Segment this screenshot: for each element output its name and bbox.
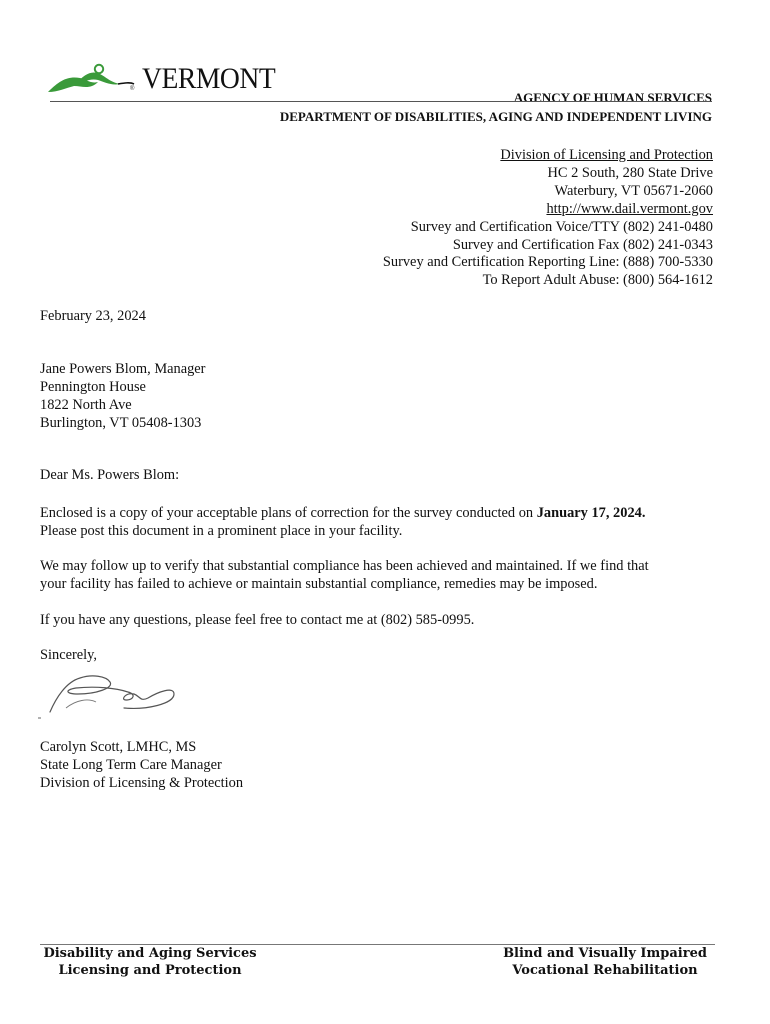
- signer-title: State Long Term Care Manager: [40, 756, 222, 773]
- letterhead-rule: [50, 101, 712, 102]
- vermont-logo: [46, 60, 286, 102]
- recipient-facility: Pennington House: [40, 378, 146, 395]
- department-heading: DEPARTMENT OF DISABILITIES, AGING AND INDEPENDENT LIVING: [279, 109, 712, 124]
- division-name: Division of Licensing and Protection: [500, 147, 713, 163]
- agency-heading: AGENCY OF HUMAN SERVICES: [513, 90, 712, 105]
- signature-image: [36, 668, 181, 724]
- reporting-line: Survey and Certification Reporting Line: (888) 700-5330: [382, 254, 713, 271]
- paragraph-3: If you have any questions, please feel free to contact me at (802) 585-0995.: [40, 612, 475, 628]
- paragraph-2-line-2: your facility has failed to achieve or maintain substantial compliance, remedies may be imposed.: [40, 575, 598, 592]
- footer-right-line-1: Blind and Visually Impaired: [503, 946, 707, 961]
- mountain-logo-icon: [46, 60, 146, 102]
- address-line-1: HC 2 South, 280 State Drive: [547, 164, 713, 181]
- handwritten-signature-icon: [36, 668, 181, 724]
- paragraph-1-text: Enclosed is a copy of your acceptable plans of correction for the survey conducted on: [40, 505, 537, 521]
- footer-left-line-1: Disability and Aging Services: [43, 946, 257, 961]
- fax-line: Survey and Certification Fax (802) 241-0343: [452, 236, 713, 253]
- contact-block: [383, 147, 713, 290]
- footer-right-line-2: Vocational Rehabilitation: [512, 963, 698, 978]
- paragraph-1: [40, 505, 645, 541]
- footer-left-line-2: Licensing and Protection: [58, 963, 242, 978]
- address-line-2: Waterbury, VT 05671-2060: [554, 182, 713, 199]
- footer-right: [495, 945, 715, 979]
- recipient-street: 1822 North Ave: [40, 396, 132, 413]
- signer-block: [40, 739, 243, 793]
- closing: Sincerely,: [40, 647, 98, 663]
- signer-name: Carolyn Scott, LMHC, MS: [40, 739, 197, 755]
- paragraph-2: [40, 558, 649, 594]
- abuse-line: To Report Adult Abuse: (800) 564-1612: [482, 272, 713, 289]
- logo-wordmark: VERMONT: [142, 62, 276, 95]
- survey-date: January 17, 2024.: [536, 505, 646, 521]
- registered-mark: ®: [130, 86, 135, 92]
- paragraph-2-line-1: We may follow up to verify that substantial compliance has been achieved and maintained. If we find that: [40, 558, 649, 574]
- recipient-city: Burlington, VT 05408-1303: [40, 414, 202, 431]
- paragraph-1-line-2: Please post this document in a prominent place in your facility.: [40, 522, 403, 539]
- recipient-address: [40, 361, 205, 433]
- signer-division: Division of Licensing & Protection: [40, 774, 244, 791]
- letter-date: February 23, 2024: [40, 308, 146, 324]
- salutation: Dear Ms. Powers Blom:: [40, 467, 180, 483]
- footer-left: [40, 945, 260, 979]
- voice-line: Survey and Certification Voice/TTY (802) 241-0480: [410, 218, 713, 235]
- website-link[interactable]: http://www.dail.vermont.gov: [546, 200, 713, 217]
- recipient-name: Jane Powers Blom, Manager: [40, 361, 206, 377]
